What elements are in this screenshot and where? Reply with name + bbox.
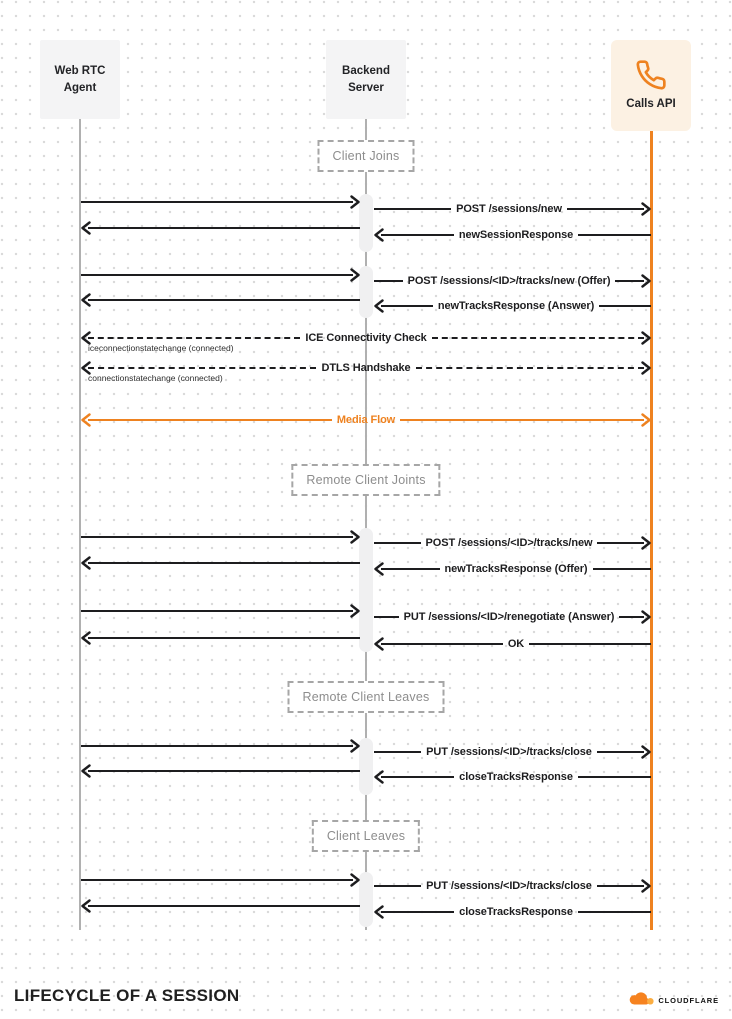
arrow-line bbox=[599, 305, 651, 307]
arrowhead-right-icon bbox=[350, 873, 360, 887]
message-label: closeTracksResponse bbox=[459, 770, 573, 783]
arrow-line bbox=[217, 745, 353, 747]
activation-bar bbox=[359, 738, 373, 795]
arrow-line bbox=[381, 643, 503, 645]
arrow-line bbox=[597, 751, 644, 753]
message-arrow bbox=[81, 739, 360, 753]
arrowhead-right-icon bbox=[641, 331, 651, 345]
arrow-line bbox=[88, 637, 224, 639]
brand-text: CLOUDFLARE bbox=[658, 995, 719, 1005]
message-arrow bbox=[81, 764, 360, 778]
arrow-line bbox=[81, 745, 217, 747]
arrow-line bbox=[381, 568, 440, 570]
arrow-line bbox=[374, 542, 421, 544]
arrowhead-right-icon bbox=[641, 413, 651, 427]
arrow-line bbox=[88, 337, 300, 339]
phone-icon bbox=[635, 59, 667, 91]
arrow-line bbox=[381, 234, 454, 236]
message-label: PUT /sessions/<ID>/renegotiate (Answer) bbox=[403, 610, 615, 623]
activation-bar bbox=[359, 266, 373, 318]
arrow-line bbox=[217, 536, 353, 538]
message-label: PUT /sessions/<ID>/tracks/close bbox=[426, 879, 592, 892]
actor-label: Backend Server bbox=[342, 65, 390, 94]
phase-label: Client Leaves bbox=[312, 820, 420, 852]
event-note: connectionstatechange (connected) bbox=[88, 373, 223, 383]
actor-calls-api bbox=[611, 40, 691, 131]
arrow-line bbox=[597, 885, 644, 887]
arrowhead-right-icon bbox=[641, 274, 651, 288]
message-arrow bbox=[374, 228, 651, 242]
phase-label: Remote Client Leaves bbox=[288, 681, 445, 713]
arrow-line bbox=[374, 280, 403, 282]
message-arrow bbox=[374, 610, 651, 624]
arrow-line bbox=[88, 562, 224, 564]
message-arrow bbox=[374, 299, 651, 313]
cloudflare-cloud-icon bbox=[625, 989, 655, 1011]
message-arrow bbox=[81, 413, 651, 427]
actor-label: Calls API bbox=[626, 97, 676, 110]
arrowhead-right-icon bbox=[641, 361, 651, 375]
arrow-line bbox=[81, 274, 217, 276]
page-title: LIFECYCLE OF A SESSION bbox=[14, 986, 240, 1005]
arrow-line bbox=[381, 776, 454, 778]
message-arrow bbox=[374, 637, 651, 651]
message-arrow bbox=[81, 268, 360, 282]
arrow-line bbox=[88, 905, 224, 907]
arrowhead-right-icon bbox=[641, 610, 651, 624]
arrow-line bbox=[615, 280, 644, 282]
arrow-line bbox=[81, 610, 217, 612]
arrow-line bbox=[224, 637, 360, 639]
arrow-line bbox=[88, 367, 316, 369]
message-arrow bbox=[374, 536, 651, 550]
lifeline-web-rtc-agent bbox=[79, 119, 81, 930]
arrow-line bbox=[217, 201, 353, 203]
arrow-line bbox=[88, 770, 224, 772]
arrow-line bbox=[374, 208, 451, 210]
message-label: POST /sessions/<ID>/tracks/new (Offer) bbox=[407, 274, 611, 287]
arrowhead-right-icon bbox=[350, 268, 360, 282]
arrow-line bbox=[81, 201, 217, 203]
arrow-line bbox=[381, 911, 454, 913]
arrow-line bbox=[374, 751, 421, 753]
message-label: OK bbox=[507, 637, 525, 650]
arrow-line bbox=[217, 274, 353, 276]
event-note: iceconnectionstatechange (connected) bbox=[88, 343, 234, 353]
message-arrow bbox=[81, 604, 360, 618]
message-label: DTLS Handshake bbox=[321, 361, 411, 374]
actor-web-rtc-agent bbox=[40, 40, 120, 119]
message-arrow bbox=[374, 770, 651, 784]
message-label: PUT /sessions/<ID>/tracks/close bbox=[426, 745, 592, 758]
message-label: ICE Connectivity Check bbox=[305, 331, 427, 344]
actor-backend-server bbox=[326, 40, 406, 119]
actor-label: Web RTC Agent bbox=[54, 65, 106, 94]
arrow-line bbox=[217, 879, 353, 881]
arrow-line bbox=[224, 562, 360, 564]
arrow-line bbox=[578, 911, 651, 913]
arrowhead-right-icon bbox=[350, 530, 360, 544]
message-arrow bbox=[374, 562, 651, 576]
message-arrow bbox=[81, 221, 360, 235]
arrow-line bbox=[224, 770, 360, 772]
phase-label: Client Joins bbox=[317, 140, 414, 172]
arrow-line bbox=[597, 542, 644, 544]
arrow-line bbox=[432, 337, 644, 339]
arrow-line bbox=[593, 568, 652, 570]
message-arrow bbox=[81, 899, 360, 913]
message-arrow bbox=[374, 202, 651, 216]
arrow-line bbox=[567, 208, 644, 210]
message-arrow bbox=[81, 873, 360, 887]
arrow-line bbox=[416, 367, 644, 369]
message-arrow bbox=[374, 905, 651, 919]
message-arrow bbox=[374, 879, 651, 893]
message-arrow bbox=[81, 556, 360, 570]
arrowhead-right-icon bbox=[350, 739, 360, 753]
message-arrow bbox=[81, 530, 360, 544]
arrow-line bbox=[88, 227, 224, 229]
arrow-line bbox=[81, 879, 217, 881]
message-label: newSessionResponse bbox=[458, 228, 574, 241]
arrow-line bbox=[217, 610, 353, 612]
message-arrow bbox=[81, 195, 360, 209]
arrow-line bbox=[578, 776, 651, 778]
arrow-line bbox=[578, 234, 651, 236]
message-arrow bbox=[81, 631, 360, 645]
arrowhead-right-icon bbox=[641, 745, 651, 759]
activation-bar bbox=[359, 528, 373, 652]
arrowhead-right-icon bbox=[641, 202, 651, 216]
message-label: newTracksResponse (Offer) bbox=[444, 562, 588, 575]
arrow-line bbox=[381, 305, 433, 307]
message-arrow bbox=[374, 274, 651, 288]
arrow-line bbox=[224, 299, 360, 301]
arrow-line bbox=[81, 536, 217, 538]
arrowhead-right-icon bbox=[350, 195, 360, 209]
arrow-line bbox=[88, 419, 332, 421]
arrow-line bbox=[374, 616, 399, 618]
message-label: Media Flow bbox=[336, 413, 396, 426]
arrowhead-right-icon bbox=[641, 536, 651, 550]
arrowhead-right-icon bbox=[350, 604, 360, 618]
arrow-line bbox=[529, 643, 651, 645]
message-arrow bbox=[374, 745, 651, 759]
arrow-line bbox=[400, 419, 644, 421]
message-label: POST /sessions/new bbox=[456, 202, 562, 215]
arrow-line bbox=[224, 905, 360, 907]
arrow-line bbox=[374, 885, 421, 887]
message-label: POST /sessions/<ID>/tracks/new bbox=[425, 536, 593, 549]
arrowhead-right-icon bbox=[641, 879, 651, 893]
activation-bar bbox=[359, 872, 373, 927]
message-label: newTracksResponse (Answer) bbox=[437, 299, 595, 312]
cloudflare-brand bbox=[625, 989, 719, 1011]
arrow-line bbox=[88, 299, 224, 301]
arrow-line bbox=[224, 227, 360, 229]
message-label: closeTracksResponse bbox=[459, 905, 573, 918]
activation-bar bbox=[359, 194, 373, 252]
message-arrow bbox=[81, 293, 360, 307]
phase-label: Remote Client Joints bbox=[291, 464, 440, 496]
